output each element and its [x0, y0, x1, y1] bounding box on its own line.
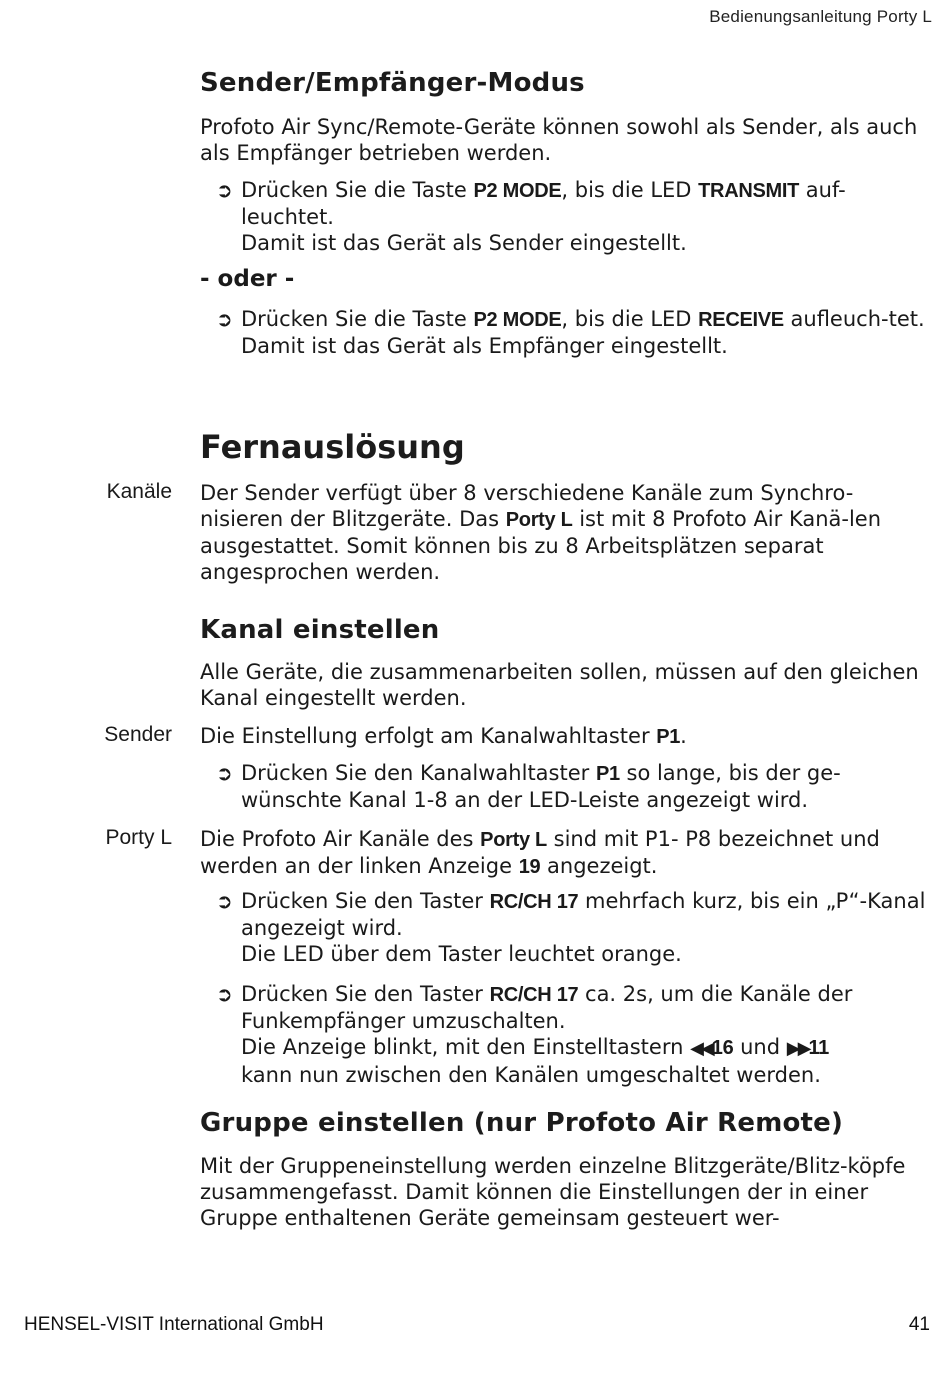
- channel-section-title-wrap: [200, 615, 932, 645]
- mode-intro-text: Profoto Air Sync/Remote-Geräte können sowohl als Sender, als auch als Empfänger betrieben werden.: [200, 115, 918, 165]
- group-section-title: Gruppe einstellen (nur Profoto Air Remote): [200, 1108, 844, 1138]
- group-text: Mit der Gruppeneinstellung werden einzelne Blitzgeräte/Blitz-köpfe zusammengefasst. Damit können die Einstellungen der in einer Gruppe enthaltenen Geräte gemeinsam gesteuert wer-: [200, 1154, 906, 1230]
- arrow-right-icon: ➲: [216, 761, 233, 785]
- mode-step-receive-body: [241, 306, 932, 359]
- remote-section-title-wrap: [200, 428, 932, 466]
- key-p1: P1: [595, 763, 620, 785]
- arrow-right-icon: ➲: [216, 178, 233, 202]
- key-p2-mode: P2 MODE: [473, 180, 562, 202]
- channel-intro-text: Alle Geräte, die zusammenarbeiten sollen, müssen auf den gleichen Kanal eingestellt werden.: [200, 660, 919, 710]
- porty-text: Die Profoto Air Kanäle des Porty L sind mit P1- P8 bezeichnet und werden an der linken Anzeige 19 angezeigt.: [200, 827, 880, 878]
- fast-forward-icon: ▶▶: [786, 1038, 809, 1059]
- led-receive: RECEIVE: [698, 309, 784, 331]
- key-11: 11: [808, 1037, 829, 1059]
- rewind-icon: ◀◀: [690, 1038, 712, 1059]
- sender-step-body: Drücken Sie den Kanalwahltaster P1 so lange, bis der ge-wünschte Kanal 1-8 an der LED-Leiste angezeigt wird.: [241, 761, 841, 812]
- arrow-right-icon: ➲: [216, 982, 233, 1006]
- arrow-right-icon: ➲: [216, 307, 233, 331]
- mode-step-transmit-body: [241, 177, 932, 256]
- remote-text: Der Sender verfügt über 8 verschiedene Kanäle zum Synchro-nisieren der Blitzgeräte. Das Porty L ist mit 8 Profoto Air Kanä-len ausgestattet. Somit können bis zu 8 Arbeitsplätzen separat angesprochen werden.: [200, 481, 882, 584]
- group-text-wrap: [200, 1153, 932, 1231]
- step-result: kann nun zwischen den Kanälen umgeschaltet werden.: [241, 1063, 821, 1087]
- or-separator: - oder -: [200, 266, 295, 292]
- page-number: 41: [908, 1314, 930, 1335]
- arrow-right-icon: ➲: [216, 889, 233, 913]
- porty-step-2-body: Drücken Sie den Taster RC/CH 17 ca. 2s, um die Kanäle der Funkempfänger umzuschalten. Die Anzeige blinkt, mit den Einstelltastern ◀◀16 und ▶▶11 kann nun zwischen den Kanälen umgeschaltet werden.: [241, 981, 932, 1088]
- group-section-title-wrap: [200, 1108, 932, 1138]
- mode-section-title: Sender/Empfänger-Modus: [200, 68, 585, 98]
- step-result: Damit ist das Gerät als Empfänger eingestellt.: [241, 334, 728, 358]
- running-header: Bedienungsanleitung Porty L: [709, 7, 932, 26]
- key-rc-ch: RC/CH 17: [489, 891, 579, 913]
- remote-section-title: Fernauslösung: [200, 428, 465, 466]
- step-text: Drücken Sie die Taste: [241, 178, 474, 202]
- key-rc-ch: RC/CH 17: [489, 984, 579, 1006]
- side-label-sender: Sender: [104, 723, 172, 746]
- step-result: Die LED über dem Taster leuchtet orange.: [241, 942, 682, 966]
- step-text: auf-leuchtet.: [241, 178, 846, 229]
- display-number: 19: [518, 856, 541, 878]
- sender-text: Die Einstellung erfolgt am Kanalwahltaster P1.: [200, 724, 687, 748]
- step-result: Die Anzeige blinkt, mit den Einstelltastern ◀◀16 und ▶▶11: [241, 1035, 829, 1059]
- channel-intro-wrap: [200, 659, 932, 711]
- mode-intro-wrap: [200, 114, 932, 166]
- mode-section-title-wrap: [200, 68, 932, 98]
- porty-text-wrap: [200, 826, 932, 880]
- step-text: Drücken Sie die Taste: [241, 307, 474, 331]
- step-text: , bis die LED: [561, 307, 699, 331]
- key-16: 16: [711, 1037, 734, 1059]
- channel-section-title: Kanal einstellen: [200, 615, 440, 645]
- key-p1: P1: [656, 726, 681, 748]
- led-transmit: TRANSMIT: [698, 180, 800, 202]
- footer-company: HENSEL-VISIT International GmbH: [24, 1314, 324, 1335]
- porty-step-1: [216, 888, 932, 967]
- sender-text-wrap: [200, 723, 932, 750]
- side-label-channels: Kanäle: [106, 480, 172, 503]
- step-text: , bis die LED: [561, 178, 699, 202]
- product-name: Porty L: [505, 509, 573, 531]
- sender-step: [216, 760, 932, 813]
- porty-step-1-body: Drücken Sie den Taster RC/CH 17 mehrfach kurz, bis ein „P“-Kanal angezeigt wird. Die LED über dem Taster leuchtet orange.: [241, 888, 932, 967]
- remote-text-wrap: [200, 480, 932, 585]
- side-label-porty: Porty L: [105, 826, 172, 849]
- porty-step-2: [216, 981, 932, 1088]
- product-name: Porty L: [480, 829, 547, 851]
- key-p2-mode: P2 MODE: [473, 309, 562, 331]
- mode-step-receive: [216, 306, 932, 359]
- step-result: Damit ist das Gerät als Sender eingestellt.: [241, 231, 687, 255]
- mode-step-transmit: [216, 177, 932, 256]
- step-text: aufleuch-tet.: [783, 307, 925, 331]
